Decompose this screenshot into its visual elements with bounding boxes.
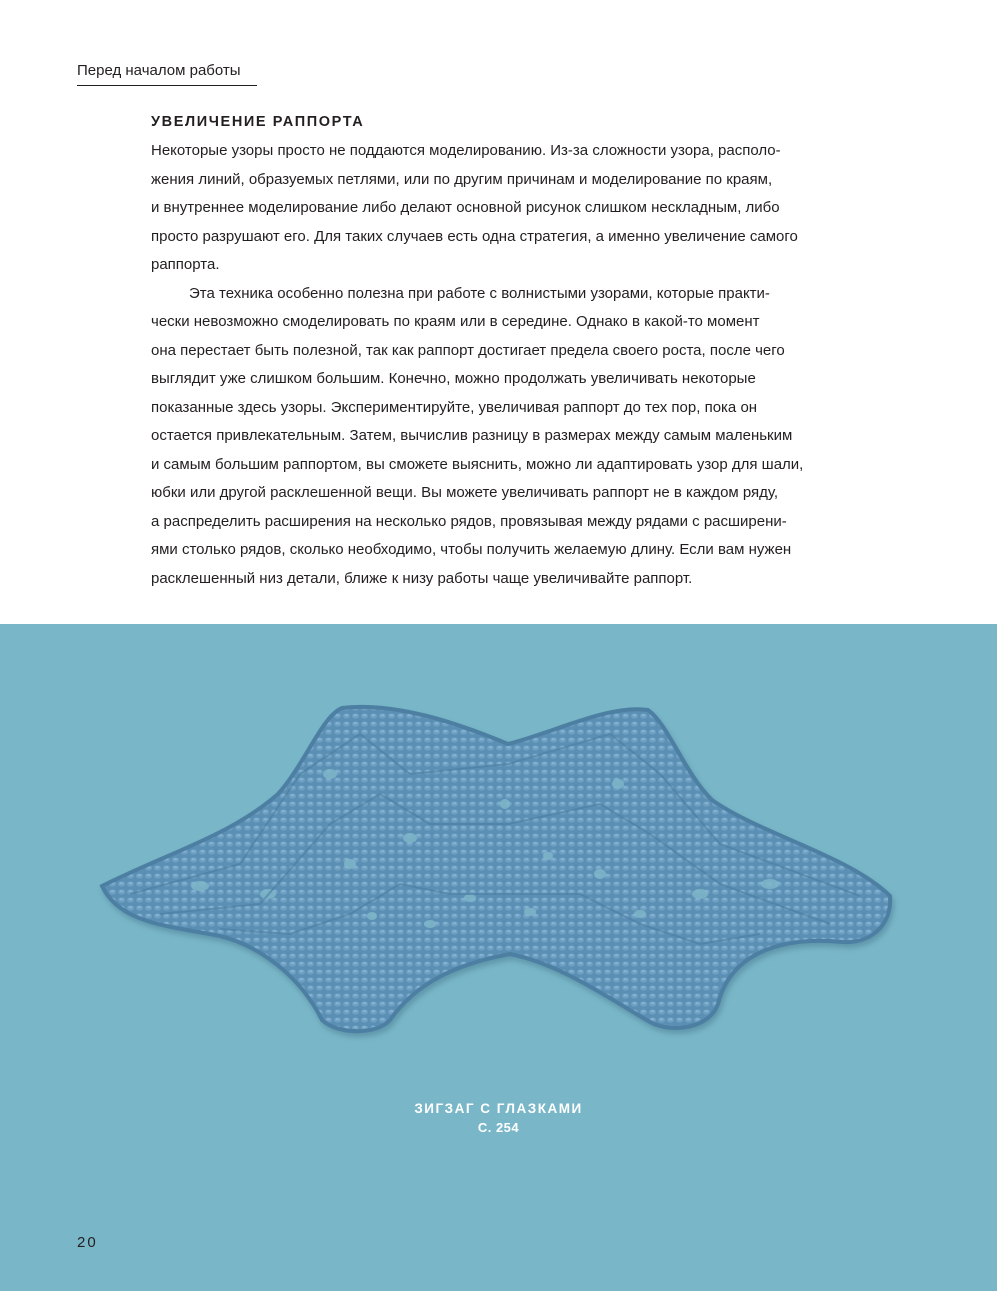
paragraph-2: Эта техника особенно полезна при работе с волнистыми узорами, которые практи- чески невозможно смоделировать по краям или в середине. Однако в какой-то момент она перестает быть полезной, так как раппорт достигает предела своего роста, после чего выглядит уже слишком большим. Конечно, можно продолжать увеличивать некоторые показанные здесь узоры. Экспериментируйте, увеличивая раппорт до тех пор, пока он остается привлекательным. Затем, вычислив разницу в размерах между самым маленьким и самым большим раппортом, вы сможете выяснить, можно ли адаптировать узор для шали, юбки или другой расклешенной вещи. Вы можете увеличивать раппорт не в каждом ряду, а распределить расширения на несколько рядов, провязывая между рядами с расширени- ями столько рядов, сколько необходимо, чтобы получить желаемую длину. Если вам нужен расклешенный низ детали, ближе к низу работы чаще увеличивайте раппорт.	[151, 284, 804, 587]
paragraph-1: Некоторые узоры просто не поддаются моделированию. Из-за сложности узора, располо- жения линий, образуемых петлями, или по другим причинам и моделирование по краям, и внутреннее моделирование либо делают основной рисунок слишком нескладным, либо просто разрушают его. Для таких случаев есть одна стратегия, а именно увеличение самого раппорта.	[151, 142, 798, 273]
text-section	[151, 112, 891, 593]
crochet-swatch-illustration	[0, 624, 997, 1291]
photo-caption	[0, 1099, 997, 1137]
caption-page-ref: С. 254	[477, 1120, 520, 1135]
caption-title: ЗИГЗАГ С ГЛАЗКАМИ	[414, 1101, 583, 1116]
page-number: 20	[77, 1234, 98, 1251]
section-heading: УВЕЛИЧЕНИЕ РАППОРТА	[151, 114, 365, 130]
running-head: Перед началом работы	[77, 61, 257, 86]
swatch-photo	[0, 624, 997, 1291]
